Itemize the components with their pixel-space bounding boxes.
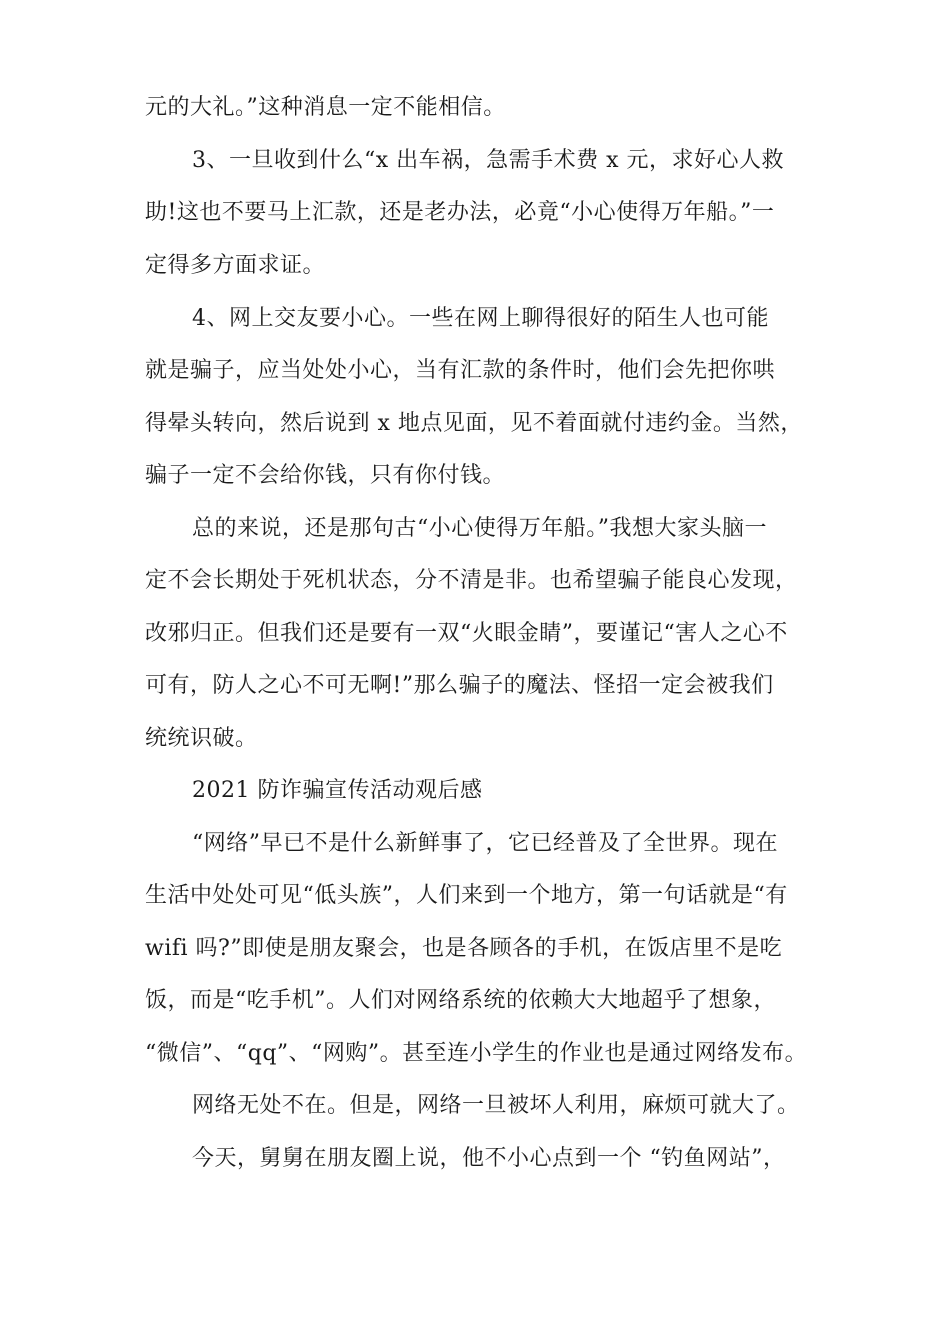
text-line: wifi 吗?”即使是朋友聚会，也是各顾各的手机，在饭店里不是吃 bbox=[145, 936, 783, 961]
text-line: 得晕头转向，然后说到 x 地点见面，见不着面就付违约金。当然， bbox=[145, 411, 803, 436]
text-line: 改邪归正。但我们还是要有一双“火眼金睛”，要谨记“害人之心不 bbox=[145, 621, 788, 646]
text-line: 助!这也不要马上汇款，还是老办法，必竟“小心使得万年船。”一 bbox=[145, 200, 775, 225]
text-line: 网络无处不在。但是，网络一旦被坏人利用，麻烦可就大了。 bbox=[192, 1093, 800, 1118]
text-line: 就是骗子，应当处处小心，当有汇款的条件时，他们会先把你哄 bbox=[145, 358, 776, 383]
text-line: 骗子一定不会给你钱，只有你付钱。 bbox=[145, 463, 506, 488]
text-line: 饭，而是“吃手机”。人们对网络系统的依赖大大地超乎了想象， bbox=[145, 988, 776, 1013]
text-line: 总的来说，还是那句古“小心使得万年船。”我想大家头脑一 bbox=[192, 516, 767, 541]
section-heading: 2021 防诈骗宣传活动观后感 bbox=[192, 778, 483, 803]
text-line: “微信”、“qq”、“网购”。甚至连小学生的作业也是通过网络发布。 bbox=[145, 1041, 808, 1066]
text-line: 4、网上交友要小心。一些在网上聊得很好的陌生人也可能 bbox=[192, 306, 769, 331]
text-line: 统统识破。 bbox=[145, 726, 258, 751]
text-line: “网络”早已不是什么新鲜事了，它已经普及了全世界。现在 bbox=[192, 831, 778, 856]
text-line: 今天，舅舅在朋友圈上说，他不小心点到一个 “钓鱼网站”， bbox=[192, 1146, 786, 1171]
text-line: 3、一旦收到什么“x 出车祸，急需手术费 x 元，求好心人救 bbox=[192, 148, 785, 173]
text-line: 定得多方面求证。 bbox=[145, 253, 326, 278]
text-line: 可有，防人之心不可无啊!”那么骗子的魔法、怪招一定会被我们 bbox=[145, 673, 774, 698]
text-line: 生活中处处可见“低头族”，人们来到一个地方，第一句话就是“有 bbox=[145, 883, 788, 908]
text-line: 定不会长期处于死机状态，分不清是非。也希望骗子能良心发现， bbox=[145, 568, 798, 593]
text-line: 元的大礼。”这种消息一定不能相信。 bbox=[145, 95, 506, 120]
